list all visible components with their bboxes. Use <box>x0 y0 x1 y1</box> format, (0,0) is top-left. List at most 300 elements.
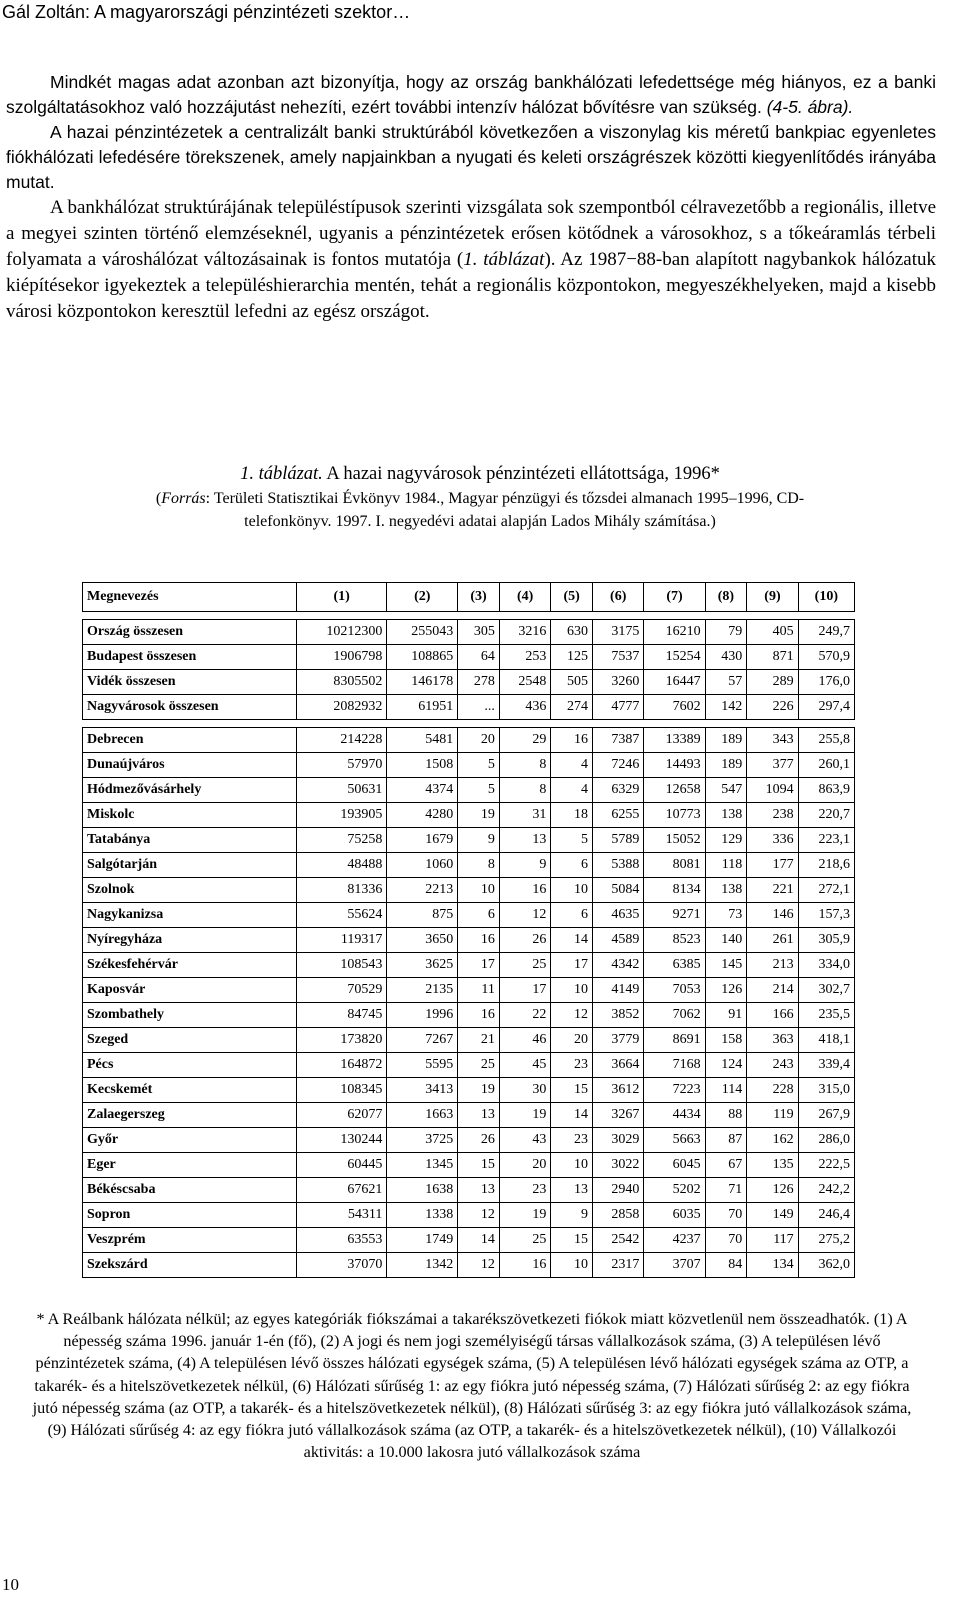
value-cell: ... <box>458 695 500 720</box>
value-cell: 1638 <box>387 1178 458 1203</box>
value-cell: 19 <box>499 1103 550 1128</box>
table-row <box>83 1253 855 1278</box>
row-name-cell: Sopron <box>83 1203 297 1228</box>
value-cell: 15 <box>551 1228 593 1253</box>
value-cell: 4434 <box>644 1103 705 1128</box>
value-cell: 45 <box>499 1053 550 1078</box>
value-cell: 4589 <box>593 928 644 953</box>
paragraph-2: A hazai pénzintézetek a centralizált banki struktúrából következően a viszonylag kis méretű bankpiac egyenletes fiókhálózati lefedésére törekszenek, amely napjainkban a nyugati és keleti országrészek közötti kiegyenlítődés irányába mutat. <box>6 122 936 192</box>
row-name-cell: Salgótarján <box>83 853 297 878</box>
value-cell: 274 <box>551 695 593 720</box>
value-cell: 3029 <box>593 1128 644 1153</box>
table-row <box>83 978 855 1003</box>
value-cell: 117 <box>747 1228 798 1253</box>
table-row <box>83 1053 855 1078</box>
value-cell: 84745 <box>297 1003 387 1028</box>
value-cell: 3612 <box>593 1078 644 1103</box>
value-cell: 10 <box>551 978 593 1003</box>
value-cell: 10 <box>458 878 500 903</box>
row-name-cell: Szombathely <box>83 1003 297 1028</box>
spacer-cell <box>83 720 855 728</box>
value-cell: 5 <box>551 828 593 853</box>
value-cell: 1679 <box>387 828 458 853</box>
running-header: Gál Zoltán: A magyarországi pénzintézeti szektor… <box>2 2 411 22</box>
value-cell: 129 <box>705 828 747 853</box>
value-cell: 4374 <box>387 778 458 803</box>
row-name-cell: Nagyvárosok összesen <box>83 695 297 720</box>
value-cell: 8 <box>458 853 500 878</box>
value-cell: 145 <box>705 953 747 978</box>
value-cell: 1508 <box>387 753 458 778</box>
table-caption <box>120 464 840 533</box>
value-cell: 5 <box>458 753 500 778</box>
value-cell: 130244 <box>297 1128 387 1153</box>
value-cell: 71 <box>705 1178 747 1203</box>
table-row <box>83 1178 855 1203</box>
value-cell: 8523 <box>644 928 705 953</box>
value-cell: 189 <box>705 753 747 778</box>
table-header-row <box>83 583 855 612</box>
paragraph-3-text-a: A bankhálózat struktúrájának településtípusok szerinti vizsgálata sok szempontból célravezetőbb a regionális, illetve a megyei szinten történő elemzéseknél, ugyanis a pénzintézetek erősen kötődnek a városokhoz, s a tőkeáramlás térbeli folyamata a városhálózat változásainak is fontos mutatója ( <box>6 197 936 270</box>
value-cell: 173820 <box>297 1028 387 1053</box>
value-cell: 119317 <box>297 928 387 953</box>
bank-network-table <box>82 582 855 1278</box>
value-cell: 3625 <box>387 953 458 978</box>
value-cell: 2858 <box>593 1203 644 1228</box>
value-cell: 81336 <box>297 878 387 903</box>
value-cell: 20 <box>458 728 500 753</box>
table-row <box>83 728 855 753</box>
paragraph-3-text-b: ). Az 1987−88-ban alapított nagybankok hálózatuk kiépítésekor igyekeztek a településhierarchia mentén, tehát a regionális központokon, megyeszékhelyeken, majd a kisebb városi központokon keresztül lefedni az egész országot. <box>6 249 936 322</box>
value-cell: 55624 <box>297 903 387 928</box>
value-cell: 10212300 <box>297 620 387 645</box>
value-cell: 8081 <box>644 853 705 878</box>
value-cell: 9271 <box>644 903 705 928</box>
value-cell: 166 <box>747 1003 798 1028</box>
header-cell: (7) <box>644 583 705 612</box>
value-cell: 223,1 <box>798 828 854 853</box>
page-number: 10 <box>2 1575 19 1594</box>
table-row <box>83 620 855 645</box>
value-cell: 6329 <box>593 778 644 803</box>
value-cell: 70529 <box>297 978 387 1003</box>
value-cell: 221 <box>747 878 798 903</box>
value-cell: 126 <box>747 1178 798 1203</box>
value-cell: 1345 <box>387 1153 458 1178</box>
value-cell: 253 <box>499 645 550 670</box>
value-cell: 64 <box>458 645 500 670</box>
value-cell: 2548 <box>499 670 550 695</box>
value-cell: 436 <box>499 695 550 720</box>
value-cell: 7387 <box>593 728 644 753</box>
value-cell: 260,1 <box>798 753 854 778</box>
source-text: : Területi Statisztikai Évkönyv 1984., Magyar pénzügyi és tőzsdei almanach 1995–1996, CD-telefonkönyv. 1997. I. negyedévi adatai alapján Lados Mihály számítása.) <box>205 490 805 530</box>
table-spacer-row <box>83 612 855 620</box>
value-cell: 8134 <box>644 878 705 903</box>
row-name-cell: Pécs <box>83 1053 297 1078</box>
header-cell: (2) <box>387 583 458 612</box>
value-cell: 418,1 <box>798 1028 854 1053</box>
table-row <box>83 1028 855 1053</box>
value-cell: 146 <box>747 903 798 928</box>
value-cell: 339,4 <box>798 1053 854 1078</box>
value-cell: 305,9 <box>798 928 854 953</box>
value-cell: 363 <box>747 1028 798 1053</box>
value-cell: 547 <box>705 778 747 803</box>
value-cell: 5481 <box>387 728 458 753</box>
row-name-cell: Debrecen <box>83 728 297 753</box>
value-cell: 334,0 <box>798 953 854 978</box>
table-row <box>83 953 855 978</box>
value-cell: 238 <box>747 803 798 828</box>
value-cell: 31 <box>499 803 550 828</box>
source-paren: ( <box>155 490 162 507</box>
value-cell: 5595 <box>387 1053 458 1078</box>
value-cell: 19 <box>499 1203 550 1228</box>
value-cell: 138 <box>705 878 747 903</box>
value-cell: 23 <box>499 1178 550 1203</box>
table-source <box>120 487 840 533</box>
row-name-cell: Székesfehérvár <box>83 953 297 978</box>
header-cell: (8) <box>705 583 747 612</box>
table-row <box>83 853 855 878</box>
value-cell: 146178 <box>387 670 458 695</box>
value-cell: 140 <box>705 928 747 953</box>
value-cell: 54311 <box>297 1203 387 1228</box>
table-reference: 1. táblázat <box>463 249 545 270</box>
value-cell: 218,6 <box>798 853 854 878</box>
value-cell: 1094 <box>747 778 798 803</box>
table-row <box>83 645 855 670</box>
table-row <box>83 878 855 903</box>
value-cell: 8 <box>499 753 550 778</box>
header-cell: (5) <box>551 583 593 612</box>
value-cell: 302,7 <box>798 978 854 1003</box>
value-cell: 26 <box>458 1128 500 1153</box>
value-cell: 193905 <box>297 803 387 828</box>
value-cell: 4635 <box>593 903 644 928</box>
value-cell: 10 <box>551 878 593 903</box>
value-cell: 214228 <box>297 728 387 753</box>
value-cell: 17 <box>499 978 550 1003</box>
value-cell: 8691 <box>644 1028 705 1053</box>
header-cell: (3) <box>458 583 500 612</box>
table-title-text: A hazai nagyvárosok pénzintézeti ellátottsága, 1996* <box>322 464 720 484</box>
value-cell: 158 <box>705 1028 747 1053</box>
row-name-cell: Győr <box>83 1128 297 1153</box>
value-cell: 6 <box>551 903 593 928</box>
value-cell: 70 <box>705 1203 747 1228</box>
row-name-cell: Vidék összesen <box>83 670 297 695</box>
value-cell: 1338 <box>387 1203 458 1228</box>
value-cell: 362,0 <box>798 1253 854 1278</box>
value-cell: 75258 <box>297 828 387 853</box>
value-cell: 6035 <box>644 1203 705 1228</box>
value-cell: 5789 <box>593 828 644 853</box>
value-cell: 2317 <box>593 1253 644 1278</box>
value-cell: 135 <box>747 1153 798 1178</box>
value-cell: 138 <box>705 803 747 828</box>
value-cell: 23 <box>551 1053 593 1078</box>
value-cell: 162 <box>747 1128 798 1153</box>
value-cell: 7062 <box>644 1003 705 1028</box>
value-cell: 1749 <box>387 1228 458 1253</box>
row-name-cell: Dunaújváros <box>83 753 297 778</box>
value-cell: 73 <box>705 903 747 928</box>
value-cell: 213 <box>747 953 798 978</box>
value-cell: 272,1 <box>798 878 854 903</box>
value-cell: 67 <box>705 1153 747 1178</box>
value-cell: 63553 <box>297 1228 387 1253</box>
value-cell: 3725 <box>387 1128 458 1153</box>
header-cell: (4) <box>499 583 550 612</box>
value-cell: 4280 <box>387 803 458 828</box>
value-cell: 4 <box>551 778 593 803</box>
table-row <box>83 1078 855 1103</box>
value-cell: 6 <box>458 903 500 928</box>
table-row <box>83 928 855 953</box>
value-cell: 124 <box>705 1053 747 1078</box>
value-cell: 7053 <box>644 978 705 1003</box>
row-name-cell: Nyíregyháza <box>83 928 297 953</box>
header-cell: (9) <box>747 583 798 612</box>
value-cell: 4342 <box>593 953 644 978</box>
value-cell: 4149 <box>593 978 644 1003</box>
header-cell-name: Megnevezés <box>83 583 297 612</box>
value-cell: 13389 <box>644 728 705 753</box>
row-name-cell: Hódmezővásárhely <box>83 778 297 803</box>
value-cell: 7267 <box>387 1028 458 1053</box>
value-cell: 11 <box>458 978 500 1003</box>
table-row <box>83 695 855 720</box>
value-cell: 315,0 <box>798 1078 854 1103</box>
value-cell: 343 <box>747 728 798 753</box>
value-cell: 12 <box>458 1253 500 1278</box>
table-row <box>83 1203 855 1228</box>
table-row <box>83 1103 855 1128</box>
value-cell: 50631 <box>297 778 387 803</box>
row-name-cell: Kaposvár <box>83 978 297 1003</box>
row-name-cell: Békéscsaba <box>83 1178 297 1203</box>
paragraph-3 <box>6 195 936 325</box>
value-cell: 863,9 <box>798 778 854 803</box>
value-cell: 25 <box>499 1228 550 1253</box>
value-cell: 2082932 <box>297 695 387 720</box>
value-cell: 16 <box>551 728 593 753</box>
value-cell: 91 <box>705 1003 747 1028</box>
value-cell: 6385 <box>644 953 705 978</box>
value-cell: 29 <box>499 728 550 753</box>
value-cell: 226 <box>747 695 798 720</box>
value-cell: 108543 <box>297 953 387 978</box>
header-cell: (10) <box>798 583 854 612</box>
value-cell: 48488 <box>297 853 387 878</box>
value-cell: 2135 <box>387 978 458 1003</box>
value-cell: 305 <box>458 620 500 645</box>
value-cell: 15 <box>458 1153 500 1178</box>
row-name-cell: Veszprém <box>83 1228 297 1253</box>
table-row <box>83 1128 855 1153</box>
row-name-cell: Nagykanizsa <box>83 903 297 928</box>
table-row <box>83 1153 855 1178</box>
value-cell: 18 <box>551 803 593 828</box>
value-cell: 286,0 <box>798 1128 854 1153</box>
value-cell: 26 <box>499 928 550 953</box>
value-cell: 17 <box>551 953 593 978</box>
value-cell: 21 <box>458 1028 500 1053</box>
value-cell: 12 <box>458 1203 500 1228</box>
value-cell: 4237 <box>644 1228 705 1253</box>
value-cell: 16 <box>458 928 500 953</box>
value-cell: 3707 <box>644 1253 705 1278</box>
value-cell: 5 <box>458 778 500 803</box>
value-cell: 108345 <box>297 1078 387 1103</box>
value-cell: 505 <box>551 670 593 695</box>
value-cell: 84 <box>705 1253 747 1278</box>
value-cell: 8 <box>499 778 550 803</box>
value-cell: 126 <box>705 978 747 1003</box>
value-cell: 10 <box>551 1253 593 1278</box>
value-cell: 16 <box>499 1253 550 1278</box>
value-cell: 62077 <box>297 1103 387 1128</box>
table-row <box>83 803 855 828</box>
value-cell: 176,0 <box>798 670 854 695</box>
value-cell: 7246 <box>593 753 644 778</box>
value-cell: 118 <box>705 853 747 878</box>
value-cell: 15052 <box>644 828 705 853</box>
value-cell: 1060 <box>387 853 458 878</box>
value-cell: 19 <box>458 803 500 828</box>
value-cell: 570,9 <box>798 645 854 670</box>
value-cell: 7223 <box>644 1078 705 1103</box>
value-cell: 5084 <box>593 878 644 903</box>
value-cell: 278 <box>458 670 500 695</box>
value-cell: 43 <box>499 1128 550 1153</box>
value-cell: 5202 <box>644 1178 705 1203</box>
value-cell: 20 <box>499 1153 550 1178</box>
value-cell: 430 <box>705 645 747 670</box>
value-cell: 235,5 <box>798 1003 854 1028</box>
value-cell: 222,5 <box>798 1153 854 1178</box>
value-cell: 875 <box>387 903 458 928</box>
value-cell: 10 <box>551 1153 593 1178</box>
value-cell: 13 <box>458 1178 500 1203</box>
value-cell: 37070 <box>297 1253 387 1278</box>
value-cell: 7168 <box>644 1053 705 1078</box>
value-cell: 12 <box>499 903 550 928</box>
value-cell: 289 <box>747 670 798 695</box>
table-label: 1. táblázat. <box>240 464 323 484</box>
value-cell: 16 <box>458 1003 500 1028</box>
value-cell: 246,4 <box>798 1203 854 1228</box>
value-cell: 220,7 <box>798 803 854 828</box>
row-name-cell: Szekszárd <box>83 1253 297 1278</box>
value-cell: 19 <box>458 1078 500 1103</box>
row-name-cell: Szeged <box>83 1028 297 1053</box>
value-cell: 2940 <box>593 1178 644 1203</box>
value-cell: 14493 <box>644 753 705 778</box>
value-cell: 79 <box>705 620 747 645</box>
value-cell: 12658 <box>644 778 705 803</box>
value-cell: 336 <box>747 828 798 853</box>
value-cell: 243 <box>747 1053 798 1078</box>
value-cell: 2213 <box>387 878 458 903</box>
value-cell: 119 <box>747 1103 798 1128</box>
row-name-cell: Tatabánya <box>83 828 297 853</box>
value-cell: 157,3 <box>798 903 854 928</box>
value-cell: 6 <box>551 853 593 878</box>
value-cell: 25 <box>499 953 550 978</box>
value-cell: 1996 <box>387 1003 458 1028</box>
value-cell: 12 <box>551 1003 593 1028</box>
figure-reference: (4-5. ábra). <box>766 97 854 117</box>
value-cell: 242,2 <box>798 1178 854 1203</box>
value-cell: 255,8 <box>798 728 854 753</box>
value-cell: 297,4 <box>798 695 854 720</box>
value-cell: 6045 <box>644 1153 705 1178</box>
paragraph-1 <box>6 70 936 120</box>
value-cell: 125 <box>551 645 593 670</box>
table-row <box>83 828 855 853</box>
value-cell: 1906798 <box>297 645 387 670</box>
value-cell: 17 <box>458 953 500 978</box>
value-cell: 14 <box>458 1228 500 1253</box>
value-cell: 4 <box>551 753 593 778</box>
value-cell: 249,7 <box>798 620 854 645</box>
value-cell: 3779 <box>593 1028 644 1053</box>
value-cell: 1342 <box>387 1253 458 1278</box>
value-cell: 30 <box>499 1078 550 1103</box>
value-cell: 377 <box>747 753 798 778</box>
value-cell: 9 <box>458 828 500 853</box>
value-cell: 7602 <box>644 695 705 720</box>
value-cell: 22 <box>499 1003 550 1028</box>
value-cell: 9 <box>499 853 550 878</box>
row-name-cell: Miskolc <box>83 803 297 828</box>
value-cell: 25 <box>458 1053 500 1078</box>
row-name-cell: Zalaegerszeg <box>83 1103 297 1128</box>
value-cell: 871 <box>747 645 798 670</box>
table-row <box>83 1003 855 1028</box>
value-cell: 9 <box>551 1203 593 1228</box>
value-cell: 1663 <box>387 1103 458 1128</box>
value-cell: 16210 <box>644 620 705 645</box>
value-cell: 134 <box>747 1253 798 1278</box>
value-cell: 275,2 <box>798 1228 854 1253</box>
value-cell: 15 <box>551 1078 593 1103</box>
row-name-cell: Budapest összesen <box>83 645 297 670</box>
table-footnote: * A Reálbank hálózata nélkül; az egyes kategóriák fiókszámai a takarékszövetkezeti fiókok miatt közvetlenül nem összeadhatók. (1) A népesség száma 1996. január 1-én (fő), (2) A jogi és nem jogi személyiségű társas vállalkozások száma, (3) A településen lévő pénzintézetek száma, (4) A településen lévő összes hálózati egységek száma, (5) A településen lévő hálózati egységek száma az OTP, a takarék- és a hitelszövetkezetek nélkül, (6) Hálózati sűrűség 1: az egy fiókra jutó népesség száma, (7) Hálózati sűrűség 2: az egy fiókra jutó népesség száma (az OTP, a takarék- és a hitelszövetkezetek nélkül), (8) Hálózati sűrűség 3: az egy fiókra jutó vállalkozások száma, (9) Hálózati sűrűség 4: az egy fiókra jutó vállalkozások száma (az OTP, a takarék- és a hitelszövetkezetek nélkül), (10) Vállalkozói aktivitás: a 10.000 lakosra jutó vállalkozások száma <box>32 1310 912 1462</box>
value-cell: 87 <box>705 1128 747 1153</box>
value-cell: 13 <box>551 1178 593 1203</box>
value-cell: 61951 <box>387 695 458 720</box>
value-cell: 3216 <box>499 620 550 645</box>
row-name-cell: Szolnok <box>83 878 297 903</box>
value-cell: 88 <box>705 1103 747 1128</box>
value-cell: 67621 <box>297 1178 387 1203</box>
table-row <box>83 670 855 695</box>
value-cell: 149 <box>747 1203 798 1228</box>
value-cell: 189 <box>705 728 747 753</box>
spacer-cell <box>83 612 855 620</box>
value-cell: 261 <box>747 928 798 953</box>
value-cell: 267,9 <box>798 1103 854 1128</box>
value-cell: 3175 <box>593 620 644 645</box>
value-cell: 8305502 <box>297 670 387 695</box>
table-row <box>83 903 855 928</box>
header-cell: (1) <box>297 583 387 612</box>
table-row <box>83 753 855 778</box>
